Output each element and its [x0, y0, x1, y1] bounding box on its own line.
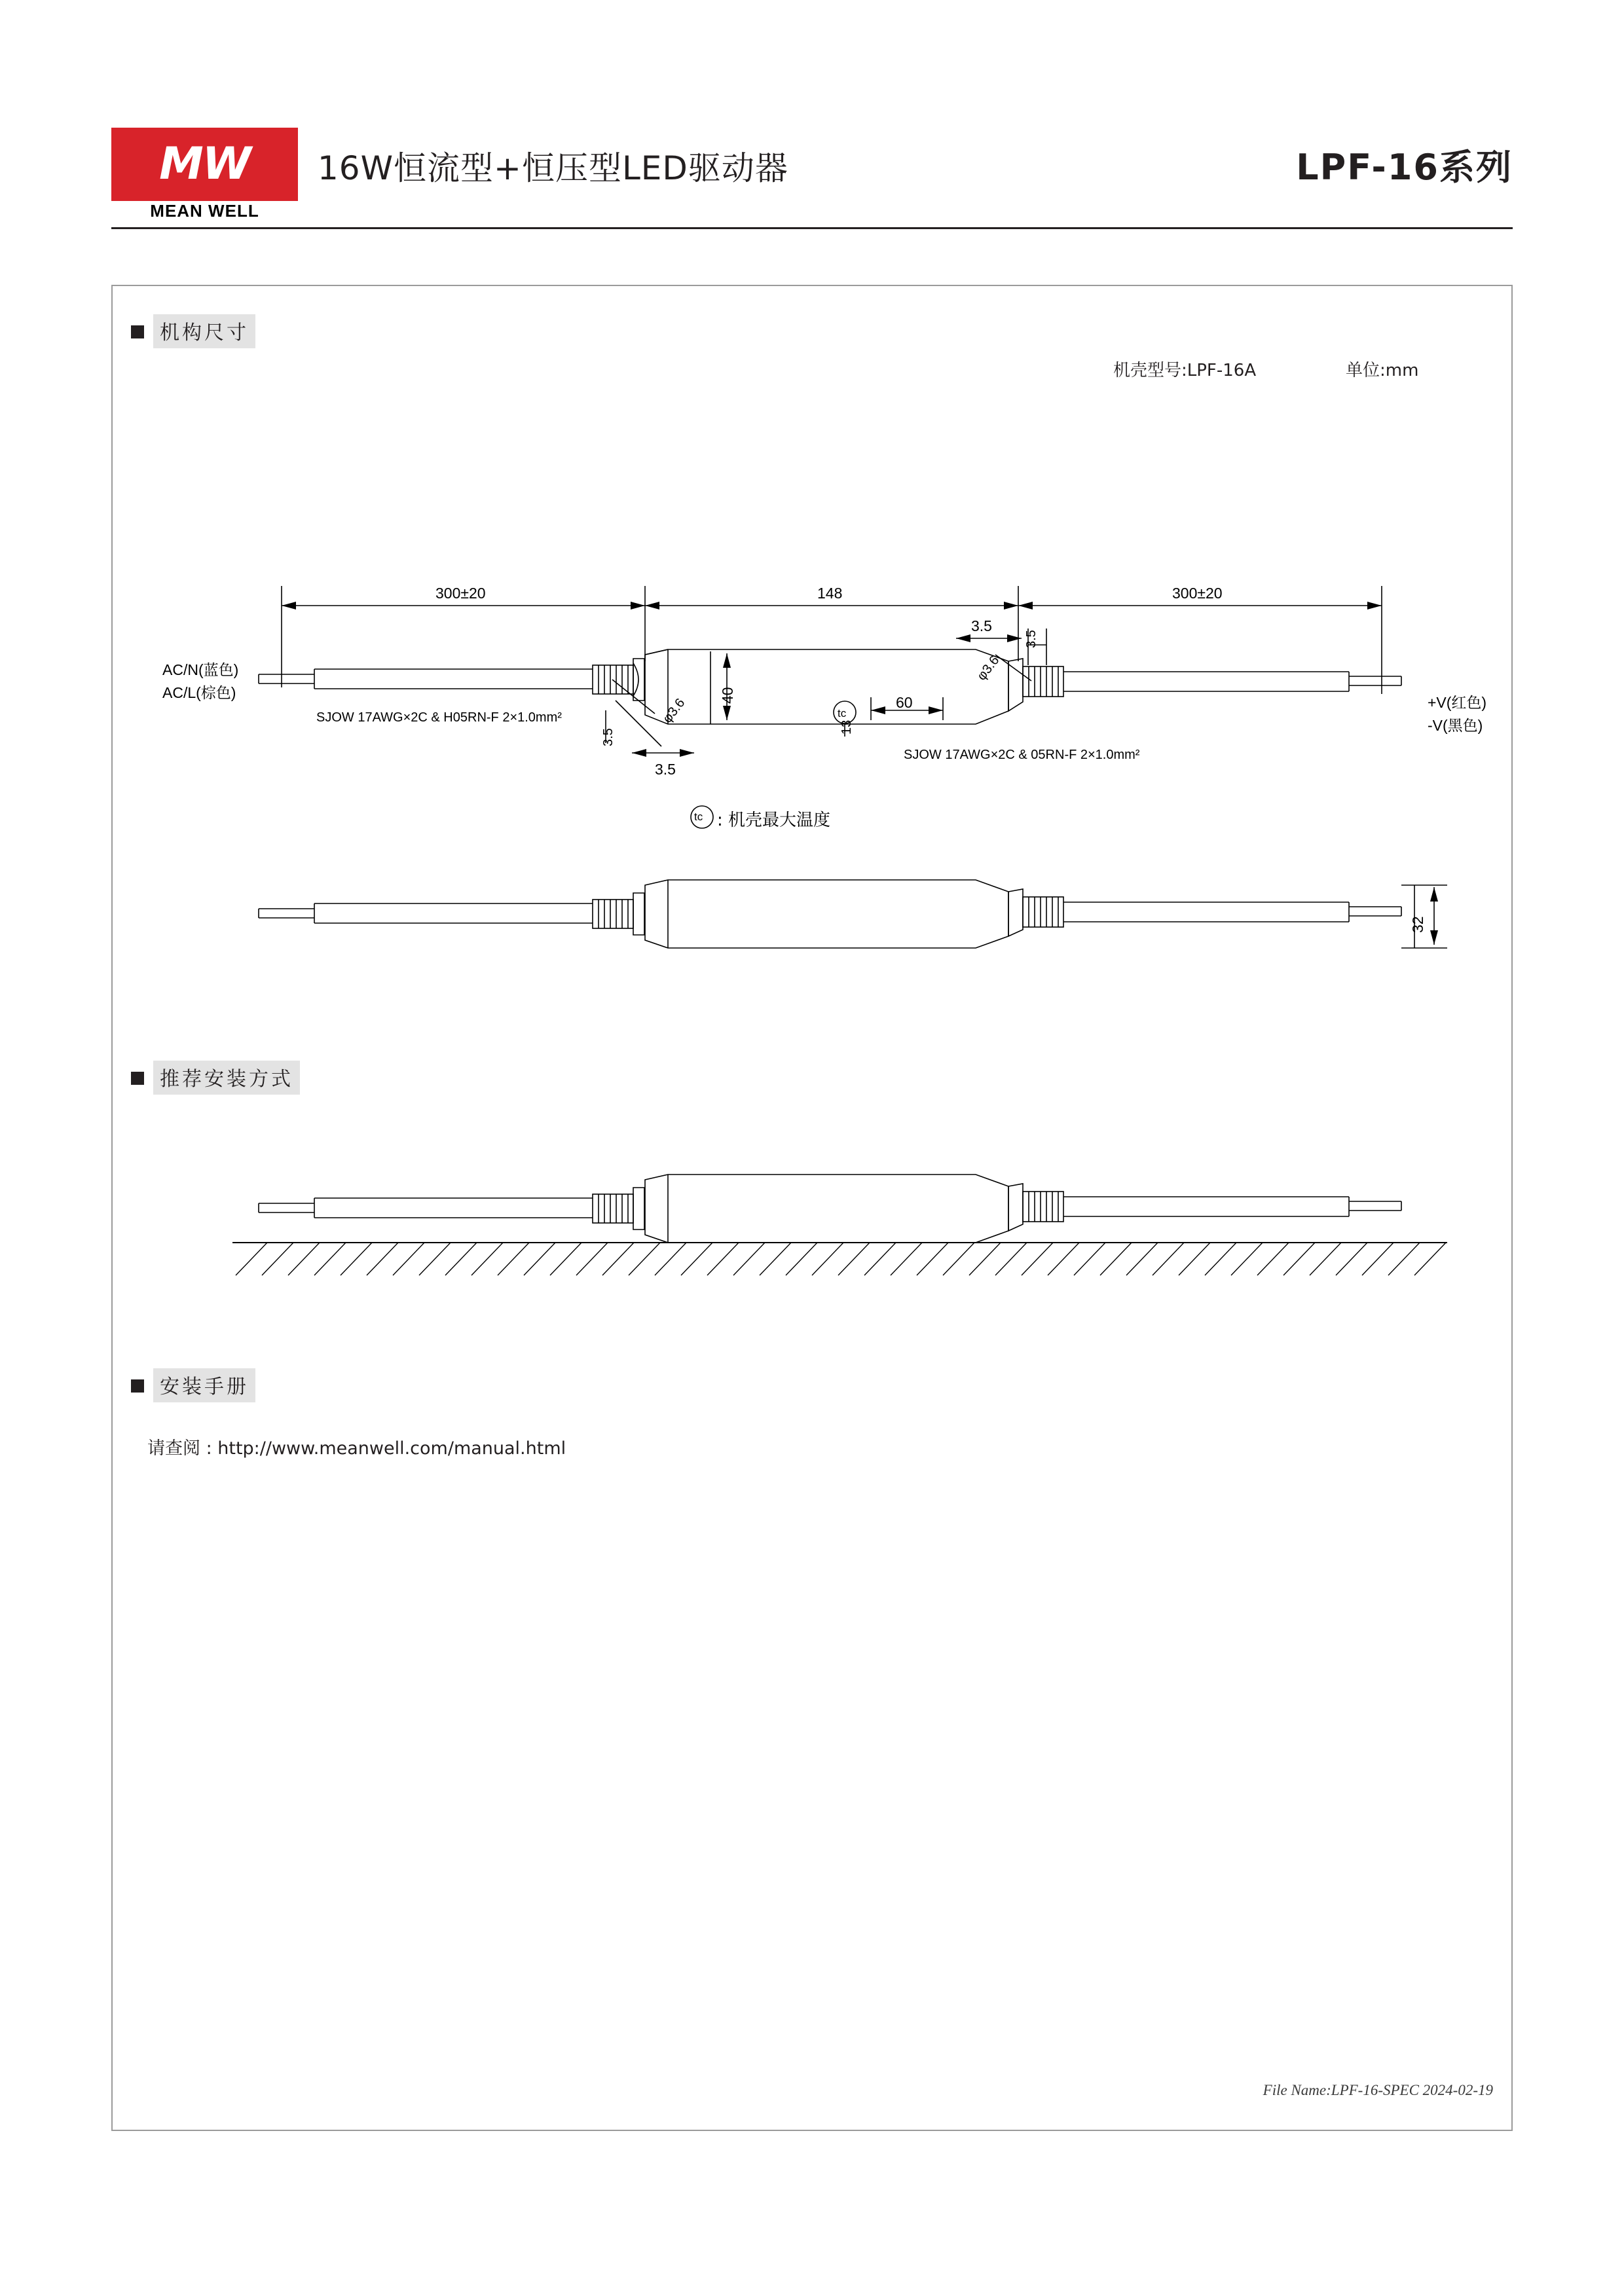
series-title: LPF-16系列 — [1296, 147, 1513, 188]
page-header — [111, 128, 1513, 232]
dia-left-label: φ3.6 — [660, 695, 688, 726]
content-frame — [111, 285, 1513, 2131]
cable-left-spec: SJOW 17AWG×2C & H05RN-F 2×1.0mm² — [316, 710, 562, 725]
dim-35-top-label: 3.5 — [971, 617, 992, 634]
dim-right-wire-label: 300±20 — [1172, 585, 1223, 602]
manual-link-text[interactable]: 请查阅 : http://www.meanwell.com/manual.html — [147, 1438, 566, 1459]
meanwell-logo — [111, 128, 298, 226]
tc-body-marker-label: tc — [838, 707, 847, 720]
section-heading-mounting — [131, 1061, 300, 1095]
section-heading-mechanical — [131, 314, 255, 348]
square-bullet-icon — [131, 1072, 144, 1085]
dim-35-left-label: 3.5 — [601, 728, 616, 746]
tc-note-text: : 机壳最大温度 — [717, 811, 831, 830]
dim-60-label: 60 — [896, 694, 913, 711]
square-bullet-icon — [131, 1379, 144, 1393]
header-divider — [111, 227, 1513, 229]
page-title: 16W恒流型+恒压型LED驱动器 — [318, 149, 788, 187]
file-name-footer: File Name:LPF-16-SPEC 2024-02-19 — [1263, 2082, 1493, 2098]
dim-body-label: 148 — [817, 585, 843, 602]
dim-35-right-label: 3.5 — [1024, 630, 1039, 648]
ac-n-label: AC/N(蓝色) — [162, 661, 239, 678]
dim-35-bottom-label: 3.5 — [655, 761, 676, 778]
section-label-manual: 安装手册 — [153, 1368, 255, 1402]
dim-13-label: 13 — [840, 720, 854, 735]
output-negative-label: -V(黑色) — [1428, 717, 1483, 734]
ac-l-label: AC/L(棕色) — [162, 684, 236, 701]
cable-right-spec: SJOW 17AWG×2C & 05RN-F 2×1.0mm² — [904, 748, 1140, 762]
unit-text: 单位:mm — [1346, 361, 1419, 380]
case-model-text: 机壳型号:LPF-16A — [1113, 361, 1257, 380]
section-heading-manual — [131, 1368, 255, 1402]
logo-wordmark: MEAN WELL — [150, 201, 259, 221]
dia-right-label: φ3.6 — [974, 653, 1003, 683]
square-bullet-icon — [131, 325, 144, 338]
section-label-mechanical: 机构尺寸 — [153, 314, 255, 348]
logo-monogram: MW — [159, 138, 250, 190]
section-label-mounting: 推荐安装方式 — [153, 1061, 300, 1095]
dim-32-label: 32 — [1409, 916, 1426, 933]
tc-marker-label: tc — [694, 811, 703, 823]
output-positive-label: +V(红色) — [1428, 694, 1487, 711]
dim-40-label: 40 — [719, 687, 736, 704]
dim-left-wire-label: 300±20 — [435, 585, 486, 602]
